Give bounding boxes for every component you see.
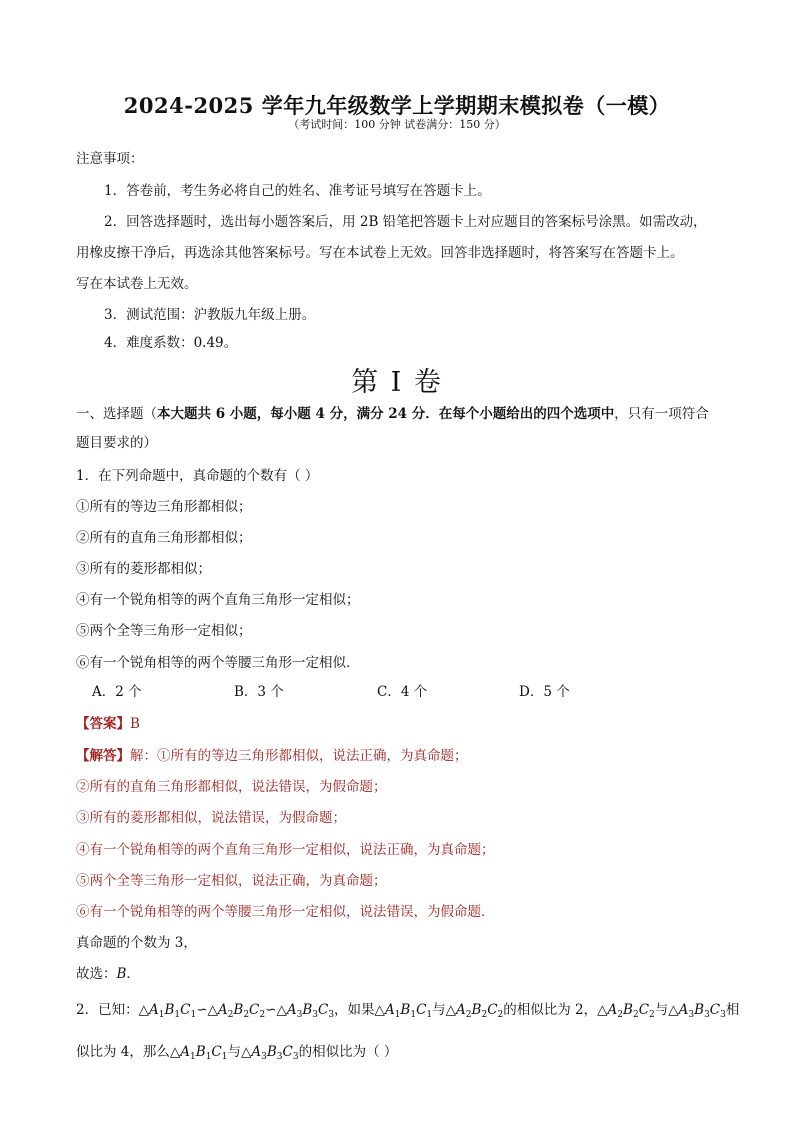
section-title: 第 I 卷 [351, 367, 443, 398]
section-intro-emphasis: 四个选项中 [546, 406, 615, 422]
question-1-statement-4: ④有一个锐角相等的两个直角三角形一定相似； [76, 592, 360, 608]
notice-heading: 注意事项： [76, 151, 144, 167]
section-intro-line-1 [76, 404, 709, 424]
question-2-text: 与 [654, 1002, 669, 1018]
answer-label: 【答案】 [76, 716, 130, 732]
question-1-statement-3: ③所有的菱形都相似； [76, 561, 211, 577]
triangle-a3b3c3: $\triangle A_3B_3C_3$ [668, 1002, 726, 1020]
triangle-a1b1c1: $\triangle A_1B_1C_1$ [374, 1002, 433, 1020]
question-2-text: 的相似比为（ ） [298, 1044, 398, 1060]
question-2-prefix: 2．已知： [76, 1002, 139, 1018]
question-1-statement-5: ⑤两个全等三角形一定相似； [76, 623, 252, 639]
solution-item-5: ⑤两个全等三角形一定相似，说法正确，为真命题； [76, 873, 387, 889]
question-1-stem: 1．在下列命题中，真命题的个数有（ ） [76, 468, 319, 484]
triangle-a2b2c2: $\triangle A_2B_2C_2$ [597, 1002, 655, 1020]
question-1-statement-1: ①所有的等边三角形都相似； [76, 499, 252, 515]
section-intro-prefix: 一、选择题（ [76, 406, 157, 422]
triangle-a3b3c3: $\triangle A_3B_3C_3$ [241, 1044, 299, 1062]
similar-symbol: ∽ [196, 1002, 208, 1018]
question-2-text: 与 [227, 1044, 241, 1060]
question-2-text: 相 [725, 1002, 740, 1018]
solution-count: 真命题的个数为 3， [76, 935, 197, 951]
question-1-option-b: B．3 个 [234, 684, 284, 700]
notice-item-2-line-2: 用橡皮擦干净后，再选涂其他答案标号。写在本试卷上无效。回答非选择题时，将答案写在答题卡上。 [76, 245, 684, 261]
solution-choice [76, 964, 140, 984]
triangle-a2b2c2: $\triangle A_2B_2C_2$ [445, 1002, 504, 1020]
choice-suffix: ． [126, 966, 140, 982]
question-2-text: 与 [432, 1002, 446, 1018]
question-1-option-a: A．2 个 [92, 684, 142, 700]
question-2-line-1 [76, 1000, 739, 1022]
section-intro-rule: 本大题共 6 小题，每小题 4 分，满分 24 分．在每个小题给出的 [157, 406, 547, 422]
triangle-a3b3c3: $\triangle A_3B_3C_3$ [276, 1002, 335, 1020]
solution-item-1: ①所有的等边三角形都相似，说法正确，为真命题； [157, 748, 468, 764]
question-1-statement-6: ⑥有一个锐角相等的两个等腰三角形一定相似． [76, 655, 360, 671]
section-intro-line-2: 题目要求的） [76, 435, 157, 451]
question-2-text: 的相似比为 2， [503, 1002, 598, 1018]
question-2-text: 似比为 4，那么 [76, 1044, 170, 1060]
notice-item-1: 1．答卷前，考生务必将自己的姓名、准考证号填写在答题卡上。 [104, 183, 491, 199]
solution-item-3: ③所有的菱形都相似，说法错误，为假命题； [76, 810, 346, 826]
triangle-a1b1c1: $\triangle A_1B_1C_1$ [138, 1002, 197, 1020]
question-1-solution-line-1 [76, 746, 468, 766]
notice-item-3: 3．测试范围：沪教版九年级上册。 [104, 307, 316, 323]
section-intro-tail: ，只有一项符合 [614, 406, 709, 422]
question-2-text: ，如果 [334, 1002, 375, 1018]
solution-item-6: ⑥有一个锐角相等的两个等腰三角形一定相似，说法错误，为假命题． [76, 904, 495, 920]
triangle-a2b2c2: $\triangle A_2B_2C_2$ [207, 1002, 266, 1020]
page-title: 2024-2025 学年九年级数学上学期期末模拟卷（一模） [123, 93, 671, 118]
similar-symbol: ∽ [265, 1002, 277, 1018]
choice-prefix: 故选： [76, 966, 117, 982]
solution-item-2: ②所有的直角三角形都相似，说法错误，为假命题； [76, 779, 387, 795]
question-1-option-d: D．5 个 [519, 684, 570, 700]
solution-item-4: ④有一个锐角相等的两个直角三角形一定相似，说法正确，为真命题； [76, 842, 495, 858]
question-1-answer [76, 714, 140, 734]
answer-value: B [130, 716, 140, 732]
notice-item-2-line-3: 写在本试卷上无效。 [76, 276, 198, 292]
triangle-a1b1c1: $\triangle A_1B_1C_1$ [169, 1044, 228, 1062]
question-2-line-2 [76, 1042, 397, 1064]
exam-info: （考试时间：100 分钟 试卷满分：150 分） [288, 118, 506, 131]
choice-value: B [116, 966, 127, 982]
notice-item-4: 4．难度系数：0.49。 [104, 335, 238, 351]
solution-prefix: 解： [130, 748, 157, 764]
question-1-option-c: C．4 个 [377, 684, 428, 700]
notice-item-2-line-1: 2．回答选择题时，选出每小题答案后，用 2B 铅笔把答题卡上对应题目的答案标号涂黑。如需改动， [104, 214, 707, 230]
question-1-statement-2: ②所有的直角三角形都相似； [76, 530, 252, 546]
solution-label: 【解答】 [76, 748, 130, 764]
